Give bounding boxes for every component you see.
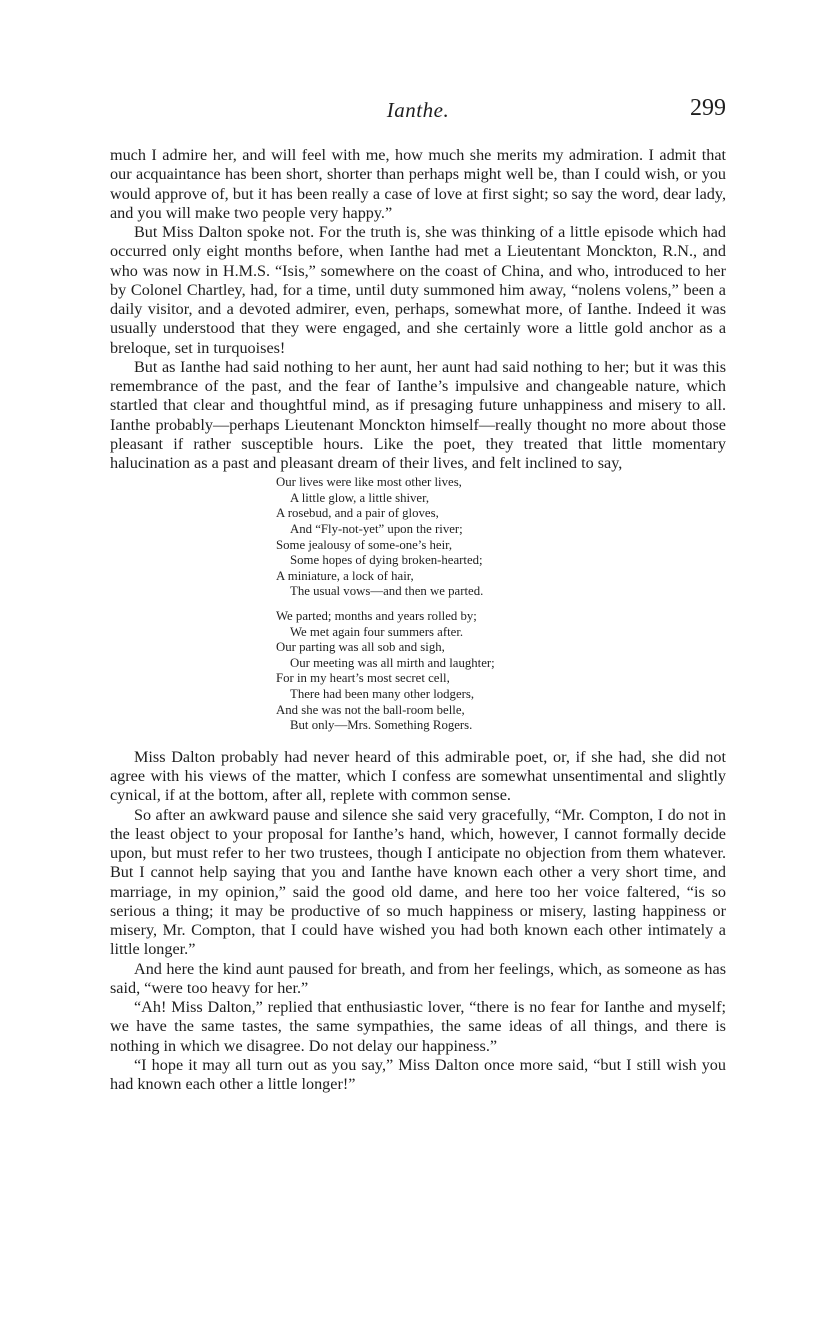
paragraph: But as Ianthe had said nothing to her aunt, her aunt had said nothing to her; but it was this remembrance of the past, and the fear of Ianthe’s impulsive and changeable nature, which startled that clear and thoughtful mind, as if presaging future unhappiness and misery to all. Ianthe probably—perhaps Lieutenant Monckton himself—really thought no more about those pleasant if rather susceptible hours. Like the poet, they treated that little momentary halucination as a past and pleasant dream of their lives, and felt inclined to say, bbox=[110, 357, 726, 472]
poem-line: Our lives were like most other lives, bbox=[276, 475, 462, 490]
paragraph: much I admire her, and will feel with me, how much she merits my admiration. I admit that our acquaintance has been short, shorter than perhaps might well be, than I could wish, or you would approve of, but it has been really a case of love at first sight; so say the word, dear lady, and you will make two people very happy.” bbox=[110, 146, 726, 222]
poem-line: Some jealousy of some-one’s heir, bbox=[276, 537, 453, 552]
poem bbox=[276, 475, 726, 734]
poem-line: For in my heart’s most secret cell, bbox=[276, 671, 450, 686]
book-page bbox=[110, 0, 726, 1339]
paragraph: So after an awkward pause and silence she said very gracefully, “Mr. Compton, I do not in the least object to your proposal for Ianthe’s hand, which, however, I cannot formally decide upon, but must refer to her two trustees, though I anticipate no objection from them whatever. But I cannot help saying that you and Ianthe have known each other a very short time, and marriage, in my opinion,” said the good old dame, and here too her voice faltered, “is so serious a thing; it may be productive of so much happiness or misery, lasting happiness or misery, Mr. Compton, that I could have wished you had both known each other intimately a little longer.” bbox=[110, 805, 726, 959]
running-title: Ianthe. bbox=[386, 98, 450, 122]
paragraph: “I hope it may all turn out as you say,” Miss Dalton once more said, “but I still wish you had known each other a little longer!” bbox=[110, 1055, 726, 1093]
page-number: 299 bbox=[690, 95, 726, 121]
poem-line: A rosebud, and a pair of gloves, bbox=[276, 506, 439, 521]
poem-stanza bbox=[276, 609, 726, 734]
poem-line: There had been many other lodgers, bbox=[290, 686, 475, 701]
body-text bbox=[110, 146, 726, 1094]
poem-line: The usual vows—and then we parted. bbox=[290, 584, 484, 599]
poem-line: We parted; months and years rolled by; bbox=[276, 609, 477, 623]
paragraph: But Miss Dalton spoke not. For the truth is, she was thinking of a little episode which had occurred only eight months before, when Ianthe had met a Lieutentant Monckton, R.N., and who was now in H.M.S. “Isis,” somewhere on the coast of China, and who, introduced to her by Colonel Chartley, had, for a time, until duty summoned him away, “nolens volens,” been a daily visitor, and a devoted admirer, even, perhaps, somewhat more, of Ianthe. Indeed it was usually understood that they were engaged, and she certainly wore a little gold anchor as a breloque, set in turquoises! bbox=[110, 223, 726, 357]
poem-line: And “Fly-not-yet” upon the river; bbox=[290, 522, 463, 537]
poem-line: We met again four summers after. bbox=[290, 624, 464, 639]
poem-line: Some hopes of dying broken-hearted; bbox=[290, 553, 483, 568]
poem-line: Our meeting was all mirth and laughter; bbox=[290, 655, 495, 670]
after-poem-text bbox=[110, 748, 726, 1095]
poem-line: A miniature, a lock of hair, bbox=[276, 568, 414, 583]
poem-line: And she was not the ball-room belle, bbox=[276, 702, 465, 717]
paragraph: And here the kind aunt paused for breath, and from her feelings, which, as someone as has said, “were too heavy for her.” bbox=[110, 959, 726, 997]
paragraph: Miss Dalton probably had never heard of this admirable poet, or, if she had, she did not agree with his views of the matter, which I confess are somewhat unsentimental and slightly cynical, if at the bottom, after all, replete with common sense. bbox=[110, 747, 726, 805]
running-head bbox=[110, 95, 726, 128]
poem-stanza bbox=[276, 475, 726, 600]
poem-line: A little glow, a little shiver, bbox=[290, 490, 430, 505]
poem-line: Our parting was all sob and sigh, bbox=[276, 640, 445, 655]
poem-line: But only—Mrs. Something Rogers. bbox=[290, 718, 473, 733]
paragraph: “Ah! Miss Dalton,” replied that enthusiastic lover, “there is no fear for Ianthe and myself; we have the same tastes, the same sympathies, the same ideas of all things, and there is nothing in which we disagree. Do not delay our happiness.” bbox=[110, 998, 726, 1055]
